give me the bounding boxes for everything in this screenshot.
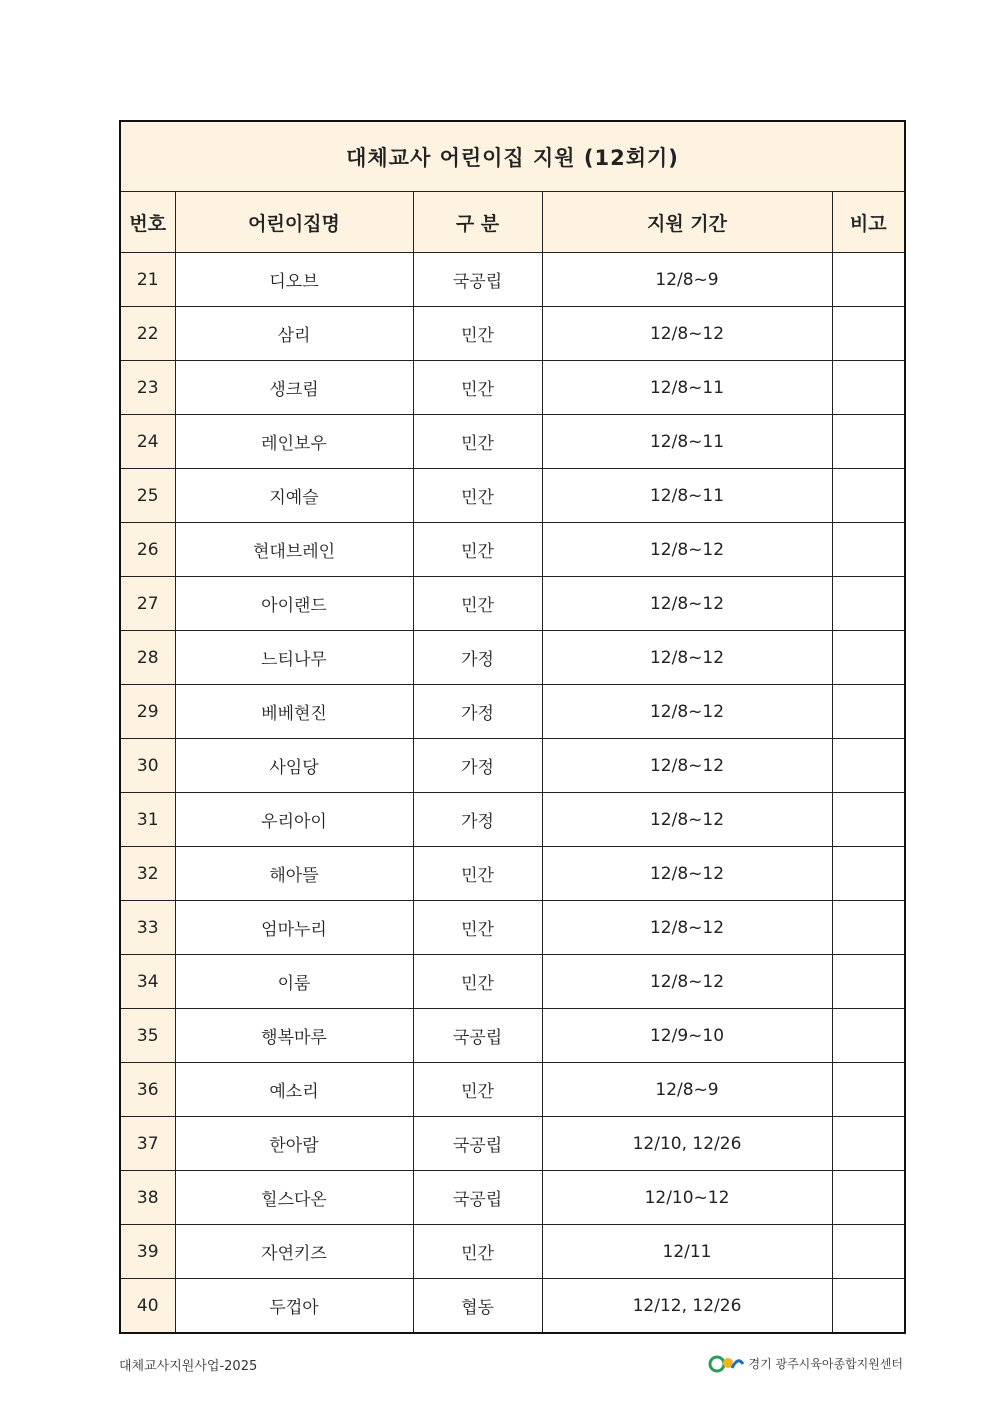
cell-daycare-name: 지예슬 [175, 469, 413, 523]
table-row [120, 361, 905, 415]
cell-number: 29 [120, 685, 175, 739]
table-row [120, 631, 905, 685]
cell-category: 민간 [413, 1063, 542, 1117]
cell-category: 국공립 [413, 1117, 542, 1171]
cell-note [832, 1225, 905, 1279]
cell-support-period: 12/8~12 [542, 955, 832, 1009]
cell-number: 37 [120, 1117, 175, 1171]
cell-note [832, 1009, 905, 1063]
cell-category: 민간 [413, 901, 542, 955]
table-row [120, 469, 905, 523]
cell-daycare-name: 한아람 [175, 1117, 413, 1171]
cell-number: 23 [120, 361, 175, 415]
cell-note [832, 1279, 905, 1334]
cell-daycare-name: 이룸 [175, 955, 413, 1009]
table-row [120, 577, 905, 631]
cell-note [832, 739, 905, 793]
cell-support-period: 12/8~12 [542, 901, 832, 955]
cell-category: 민간 [413, 307, 542, 361]
cell-category: 민간 [413, 415, 542, 469]
cell-support-period: 12/8~12 [542, 685, 832, 739]
table-row [120, 1009, 905, 1063]
table-row [120, 793, 905, 847]
cell-support-period: 12/11 [542, 1225, 832, 1279]
cell-category: 민간 [413, 469, 542, 523]
cell-number: 21 [120, 253, 175, 307]
cell-support-period: 12/8~9 [542, 253, 832, 307]
cell-note [832, 577, 905, 631]
cell-note [832, 361, 905, 415]
cell-category: 가정 [413, 631, 542, 685]
cell-category: 민간 [413, 523, 542, 577]
table-row [120, 1117, 905, 1171]
cell-category: 민간 [413, 955, 542, 1009]
cell-daycare-name: 레인보우 [175, 415, 413, 469]
table-row [120, 1063, 905, 1117]
cell-daycare-name: 예소리 [175, 1063, 413, 1117]
cell-daycare-name: 엄마누리 [175, 901, 413, 955]
cell-category: 가정 [413, 739, 542, 793]
cell-daycare-name: 우리아이 [175, 793, 413, 847]
table-title-row [120, 121, 905, 192]
support-table-container [119, 120, 904, 1334]
cell-daycare-name: 현대브레인 [175, 523, 413, 577]
cell-support-period: 12/8~12 [542, 739, 832, 793]
cell-number: 40 [120, 1279, 175, 1334]
cell-support-period: 12/10~12 [542, 1171, 832, 1225]
cell-support-period: 12/8~12 [542, 523, 832, 577]
cell-note [832, 901, 905, 955]
table-row [120, 901, 905, 955]
cell-daycare-name: 자연키즈 [175, 1225, 413, 1279]
cell-number: 25 [120, 469, 175, 523]
cell-note [832, 847, 905, 901]
cell-note [832, 307, 905, 361]
table-row [120, 523, 905, 577]
table-row [120, 253, 905, 307]
table-row [120, 955, 905, 1009]
table-row [120, 307, 905, 361]
cell-note [832, 631, 905, 685]
cell-support-period: 12/8~9 [542, 1063, 832, 1117]
cell-daycare-name: 사임당 [175, 739, 413, 793]
cell-number: 24 [120, 415, 175, 469]
cell-number: 28 [120, 631, 175, 685]
cell-support-period: 12/8~12 [542, 631, 832, 685]
cell-number: 38 [120, 1171, 175, 1225]
table-row [120, 1225, 905, 1279]
cell-note [832, 415, 905, 469]
cell-daycare-name: 생크림 [175, 361, 413, 415]
table-row [120, 847, 905, 901]
cell-category: 가정 [413, 685, 542, 739]
cell-category: 민간 [413, 577, 542, 631]
cell-support-period: 12/8~12 [542, 577, 832, 631]
cell-support-period: 12/8~11 [542, 415, 832, 469]
header-number: 번호 [120, 192, 175, 253]
cell-support-period: 12/8~12 [542, 793, 832, 847]
cell-category: 민간 [413, 361, 542, 415]
table-header-row [120, 192, 905, 253]
cell-daycare-name: 삼리 [175, 307, 413, 361]
table-title: 대체교사 어린이집 지원 (12회기) [120, 121, 905, 192]
cell-support-period: 12/8~11 [542, 469, 832, 523]
cell-category: 가정 [413, 793, 542, 847]
table-row [120, 685, 905, 739]
table-row [120, 1171, 905, 1225]
cell-daycare-name: 해아뜰 [175, 847, 413, 901]
cell-support-period: 12/8~12 [542, 847, 832, 901]
cell-number: 39 [120, 1225, 175, 1279]
table-row [120, 415, 905, 469]
header-category: 구 분 [413, 192, 542, 253]
header-daycare-name: 어린이집명 [175, 192, 413, 253]
footer-organization [708, 1352, 903, 1374]
cell-note [832, 523, 905, 577]
cell-note [832, 1171, 905, 1225]
cell-category: 민간 [413, 1225, 542, 1279]
cell-support-period: 12/12, 12/26 [542, 1279, 832, 1334]
header-support-period: 지원 기간 [542, 192, 832, 253]
cell-category: 협동 [413, 1279, 542, 1334]
cell-note [832, 469, 905, 523]
cell-number: 30 [120, 739, 175, 793]
cell-support-period: 12/10, 12/26 [542, 1117, 832, 1171]
footer-program-label: 대체교사지원사업-2025 [119, 1359, 258, 1374]
cell-note [832, 1063, 905, 1117]
cell-number: 22 [120, 307, 175, 361]
cell-daycare-name: 힐스다온 [175, 1171, 413, 1225]
cell-note [832, 253, 905, 307]
cell-support-period: 12/9~10 [542, 1009, 832, 1063]
cell-daycare-name: 베베현진 [175, 685, 413, 739]
cell-category: 국공립 [413, 1171, 542, 1225]
cell-support-period: 12/8~12 [542, 307, 832, 361]
cell-number: 26 [120, 523, 175, 577]
cell-daycare-name: 디오브 [175, 253, 413, 307]
cell-note [832, 955, 905, 1009]
cell-number: 31 [120, 793, 175, 847]
table-row [120, 739, 905, 793]
cell-support-period: 12/8~11 [542, 361, 832, 415]
cell-note [832, 793, 905, 847]
cell-number: 36 [120, 1063, 175, 1117]
cell-note [832, 1117, 905, 1171]
cell-daycare-name: 아이랜드 [175, 577, 413, 631]
footer-organization-name: 경기 광주시육아종합지원센터 [748, 1356, 903, 1371]
support-table [119, 120, 906, 1334]
cell-note [832, 685, 905, 739]
cell-daycare-name: 느티나무 [175, 631, 413, 685]
cell-number: 35 [120, 1009, 175, 1063]
cell-number: 32 [120, 847, 175, 901]
center-logo-icon [708, 1352, 744, 1374]
cell-daycare-name: 행복마루 [175, 1009, 413, 1063]
cell-category: 민간 [413, 847, 542, 901]
header-note: 비고 [832, 192, 905, 253]
cell-category: 국공립 [413, 1009, 542, 1063]
cell-category: 국공립 [413, 253, 542, 307]
table-row [120, 1279, 905, 1334]
cell-number: 34 [120, 955, 175, 1009]
cell-number: 27 [120, 577, 175, 631]
cell-number: 33 [120, 901, 175, 955]
cell-daycare-name: 두껍아 [175, 1279, 413, 1334]
